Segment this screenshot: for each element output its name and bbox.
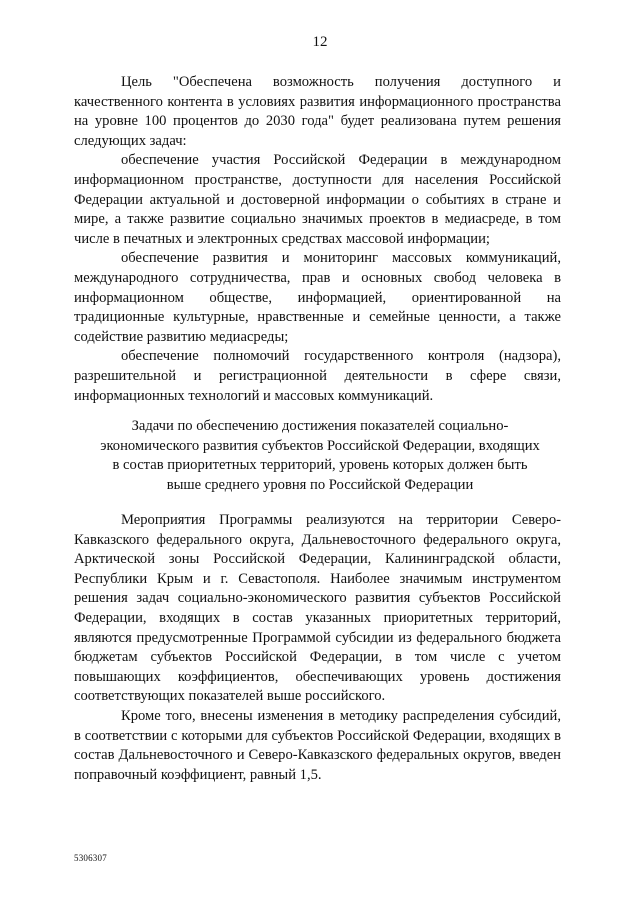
task-paragraph-control: обеспечение полномочий государственного контроля (надзора), разрешительной и регистрационной деятельности в сфере связи, информационных технологий и массовых коммуникаций. xyxy=(74,348,561,404)
program-activities-paragraph: Мероприятия Программы реализуются на территории Северо-Кавказского федерального округа, Дальневосточного федерального округа, Арктической зоны Российской Федерации, Калининградской области, Республики Крым и г. Севастополя. Наиболее значимым инструментом решения задач социально-экономического развития субъектов Российской Федерации, входящих в состав указанных приоритетных территорий, являются предусмотренные Программой субсидии из федерального бюджета бюджетам субъектов Российской Федерации, в том числе с учетом повышающих коэффициентов, обеспечивающих уровень достижения соответствующих показателей выше российского. xyxy=(74,512,561,705)
priority-territories-block xyxy=(74,511,561,785)
goal-tasks-block xyxy=(74,73,561,406)
document-code: 5306307 xyxy=(74,853,107,863)
task-paragraph-monitoring: обеспечение развития и мониторинг массовых коммуникаций, международного сотрудничества, прав и основных свобод человека в информационном обществе, информацией, ориентированной на традиционные культурные, нравственные и семейные ценности, а также содействие развитию медиасреды; xyxy=(74,250,561,345)
page-number: 12 xyxy=(312,34,328,50)
subsidy-method-paragraph: Кроме того, внесены изменения в методику распределения субсидий, в соответствии с которыми для субъектов Российской Федерации, входящих в состав Дальневосточного и Северо-Кавказского федеральных округов, введен поправочный коэффициент, равный 1,5. xyxy=(74,707,561,783)
task-paragraph-international: обеспечение участия Российской Федерации в международном информационном пространстве, доступности для населения Российской Федерации актуальной и достоверной информации о событиях в стране и мире, а также развитие социально значимых проектов в медиасреде, в том числе в печатных и электронных средствах массовой информации; xyxy=(74,152,561,247)
goal-paragraph: Цель "Обеспечена возможность получения доступного и качественного контента в условиях развития информационного пространства на уровне 100 процентов до 2030 года" будет реализована путем решения следующих задач: xyxy=(74,74,561,149)
section-heading: Задачи по обеспечению достижения показателей социально-экономического развития субъектов Российской Федерации, входящих в состав приоритетных территорий, уровень которых должен быть выше среднего уровня по Российской Федерации xyxy=(100,418,540,493)
